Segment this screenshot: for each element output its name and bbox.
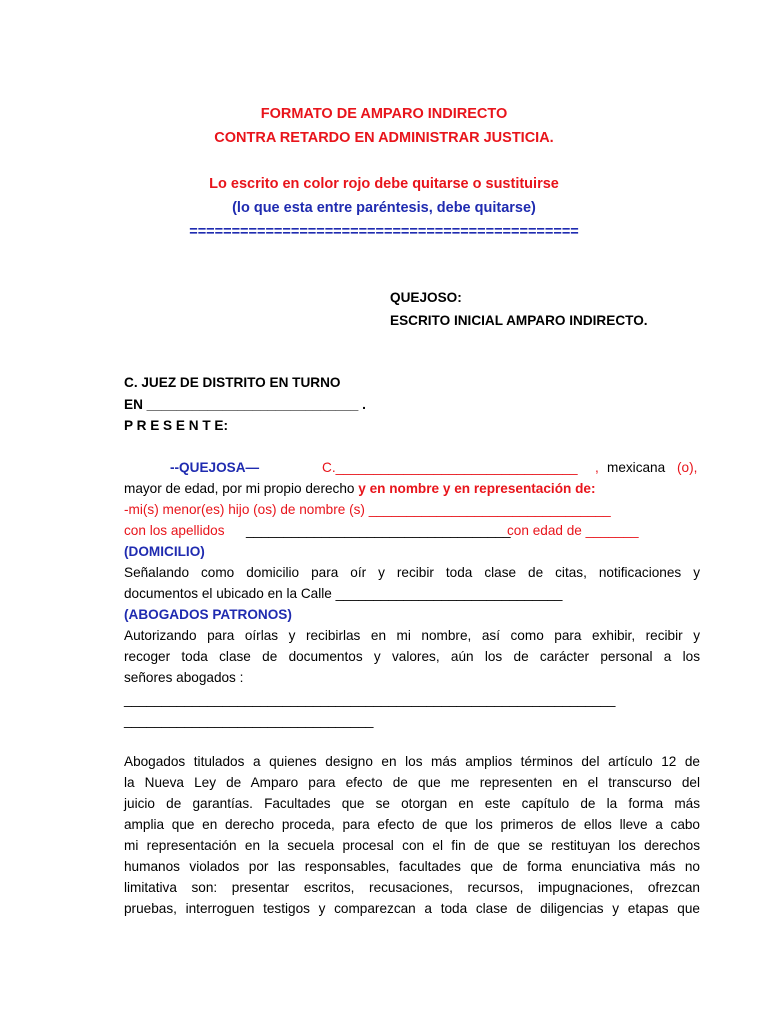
edad-field: con edad de _______ bbox=[507, 523, 639, 538]
mayor-edad-black: mayor de edad, por mi propio derecho bbox=[124, 481, 355, 496]
mayor-edad-text bbox=[124, 481, 595, 496]
paragraph-line-2: la Nueva Ley de Amparo para efecto de que me representen en el transcurso del bbox=[124, 775, 700, 790]
mexicana-text: mexicana bbox=[607, 460, 666, 475]
abogados-blank-2: _________________________________ bbox=[124, 713, 374, 728]
apellidos-label: con los apellidos bbox=[124, 523, 225, 538]
separator-line: ============================================== bbox=[189, 224, 579, 240]
abogados-line-1: Autorizando para oírlas y recibirlas en mi nombre, así como para exhibir, recibir y bbox=[124, 628, 700, 643]
quejosa-comma: , bbox=[595, 460, 599, 475]
address-en: EN ____________________________ . bbox=[124, 397, 366, 412]
paragraph-line-4: amplia que en derecho proceda, para efecto de que los primeros de ellos lleve a cabo bbox=[124, 817, 700, 832]
paragraph-line-6: humanos violados por las responsables, facultades que de forma enunciativa más no bbox=[124, 859, 700, 874]
abogados-line-3: señores abogados : bbox=[124, 670, 244, 685]
escrito-label: ESCRITO INICIAL AMPARO INDIRECTO. bbox=[390, 313, 648, 328]
abogados-line-2: recoger toda clase de documentos y valores, aún los de carácter personal a los bbox=[124, 649, 700, 664]
instruction-red: Lo escrito en color rojo debe quitarse o sustituirse bbox=[209, 176, 559, 192]
paragraph-line-7: limitativa son: presentar escritos, recusaciones, recursos, impugnaciones, ofrezcan bbox=[124, 880, 700, 895]
paragraph-line-3: juicio de garantías. Facultades que se otorgan en este capítulo de la forma más bbox=[124, 796, 700, 811]
quejosa-name-field: C.________________________________ bbox=[322, 460, 578, 475]
gender-paren: (o), bbox=[677, 460, 698, 475]
document-title: FORMATO DE AMPARO INDIRECTO bbox=[260, 106, 508, 122]
paragraph-line-8: pruebas, interroguen testigos y comparezcan a toda clase de diligencias y etapas que bbox=[124, 901, 700, 916]
representacion-red: y en nombre y en representación de: bbox=[358, 481, 596, 496]
domicilio-heading: (DOMICILIO) bbox=[124, 544, 205, 559]
apellidos-field: ___________________________________ bbox=[246, 523, 511, 538]
instruction-blue: (lo que esta entre paréntesis, debe quitarse) bbox=[232, 200, 536, 216]
quejosa-label: --QUEJOSA— bbox=[170, 460, 260, 475]
domicilio-line-2: documentos el ubicado en la Calle ______________________________ bbox=[124, 586, 563, 601]
abogados-blank-1: _________________________________________________________________ bbox=[124, 692, 616, 707]
document-subtitle: CONTRA RETARDO EN ADMINISTRAR JUSTICIA. bbox=[214, 130, 554, 146]
address-judge: C. JUEZ DE DISTRITO EN TURNO bbox=[124, 375, 341, 390]
paragraph-line-1: Abogados titulados a quienes designo en los más amplios términos del artículo 12 de bbox=[124, 754, 700, 769]
domicilio-line-1: Señalando como domicilio para oír y recibir toda clase de citas, notificaciones y bbox=[124, 565, 700, 580]
paragraph-line-5: mi representación en la secuela procesal con el fin de que se restituyan los derechos bbox=[124, 838, 700, 853]
address-presente: P R E S E N T E: bbox=[124, 418, 228, 433]
abogados-heading: (ABOGADOS PATRONOS) bbox=[124, 607, 292, 622]
quejoso-label: QUEJOSO: bbox=[390, 290, 462, 305]
menor-hijo-line: -mi(s) menor(es) hijo (os) de nombre (s) ________________________________ bbox=[124, 502, 611, 517]
